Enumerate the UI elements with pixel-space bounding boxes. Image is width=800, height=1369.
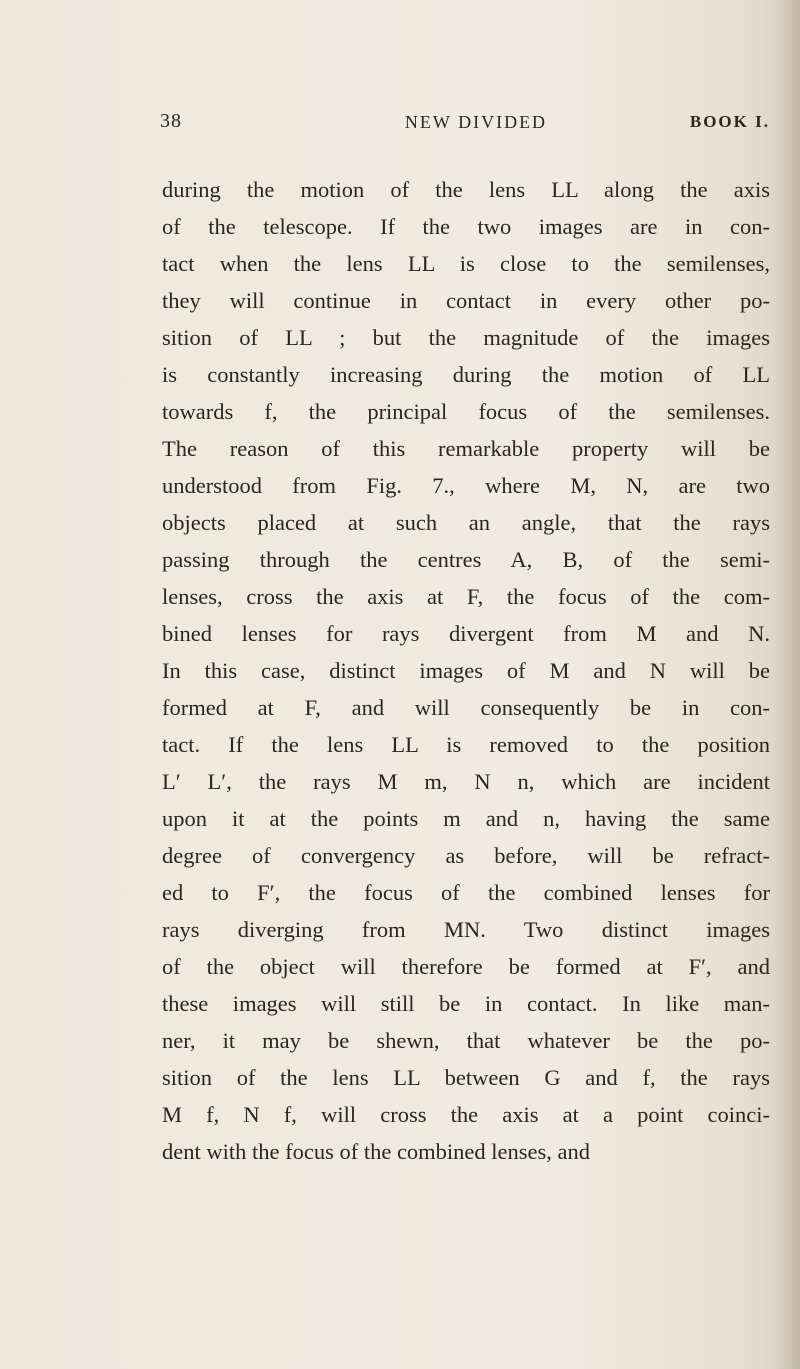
page-header — [160, 110, 770, 140]
text-line: tact. If the lens LL is removed to the position — [162, 732, 770, 757]
text-line: they will continue in contact in every other po- — [162, 288, 770, 313]
text-line: The reason of this remarkable property will be — [162, 436, 770, 461]
text-line: ed to F′, the focus of the combined lenses for — [162, 880, 770, 905]
book-label: BOOK I. — [689, 112, 770, 131]
page-edge-shadow — [774, 0, 800, 1369]
text-line: is constantly increasing during the motion of LL — [162, 362, 770, 387]
text-line: towards f, the principal focus of the semilenses. — [162, 399, 770, 424]
text-line: ner, it may be shewn, that whatever be the po- — [162, 1028, 770, 1053]
text-line: tact when the lens LL is close to the semilenses, — [162, 251, 770, 276]
text-line: L′ L′, the rays M m, N n, which are incident — [162, 769, 770, 794]
text-line: degree of convergency as before, will be refract- — [162, 843, 770, 868]
text-line: sition of the lens LL between G and f, the rays — [162, 1065, 770, 1090]
text-line: M f, N f, will cross the axis at a point coinci- — [162, 1102, 770, 1127]
text-line: passing through the centres A, B, of the semi- — [162, 547, 770, 572]
text-line: In this case, distinct images of M and N will be — [162, 658, 770, 683]
running-title: NEW DIVIDED — [404, 112, 548, 132]
text-line: sition of LL ; but the magnitude of the images — [162, 325, 770, 350]
text-line: lenses, cross the axis at F, the focus of the com- — [162, 584, 770, 609]
body-text — [162, 171, 770, 1170]
text-line: bined lenses for rays divergent from M and N. — [162, 621, 770, 646]
text-line: during the motion of the lens LL along the axis — [162, 177, 770, 202]
text-line: of the telescope. If the two images are in con- — [162, 214, 770, 239]
text-line: of the object will therefore be formed at F′, and — [162, 954, 770, 979]
text-line: rays diverging from MN. Two distinct images — [162, 917, 770, 942]
text-line: upon it at the points m and n, having the same — [162, 806, 770, 831]
text-line: these images will still be in contact. In like man- — [162, 991, 770, 1016]
page-number: 38 — [160, 110, 182, 132]
text-line: dent with the focus of the combined lenses, and — [162, 1139, 591, 1164]
text-line: objects placed at such an angle, that the rays — [162, 510, 770, 535]
text-line: formed at F, and will consequently be in con- — [162, 695, 770, 720]
text-line: understood from Fig. 7., where M, N, are two — [162, 473, 770, 498]
